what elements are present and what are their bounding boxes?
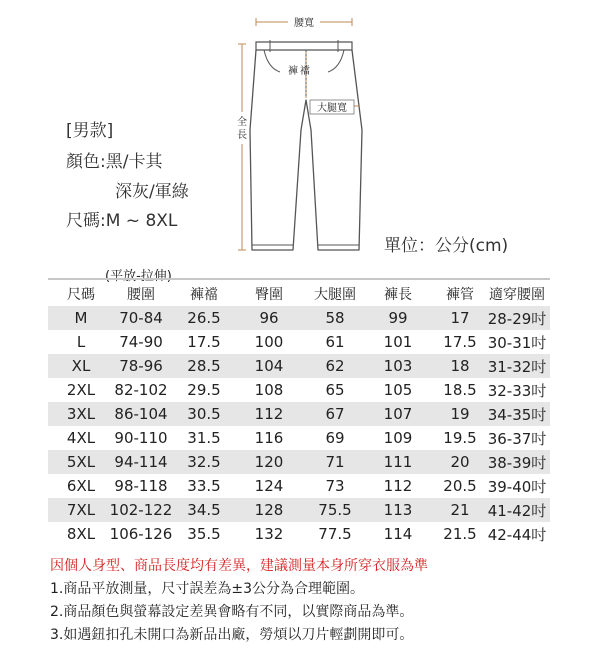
header-size: 尺碼 (67, 287, 95, 303)
cell-hip: 108 (254, 381, 284, 399)
cell-thigh: 73 (325, 477, 345, 495)
cell-hem: 20 (450, 453, 470, 471)
cell-crotch: 33.5 (187, 477, 221, 495)
cell-fit-waist: 39-40吋 (487, 477, 547, 496)
cell-length: 114 (383, 525, 413, 543)
cell-fit-waist: 30-31吋 (487, 333, 547, 352)
crotch-label-a: 褲 (288, 66, 298, 77)
cell-crotch: 31.5 (187, 429, 221, 447)
table-note: (平放-拉伸) (105, 269, 172, 284)
cell-hem: 18 (450, 357, 470, 375)
cell-fit-waist: 34-35吋 (487, 405, 547, 424)
pants-diagram (230, 10, 380, 255)
crotch-label-b: 襠 (300, 66, 310, 77)
cell-hip: 124 (254, 477, 284, 495)
cell-hem: 21.5 (443, 525, 477, 543)
cell-length: 99 (388, 309, 408, 327)
cell-fit-waist: 36-37吋 (487, 429, 547, 448)
cell-hip: 116 (254, 429, 284, 447)
size-table (48, 278, 550, 544)
header-fit-waist: 適穿腰圍 (489, 287, 545, 303)
cell-length: 113 (383, 501, 413, 519)
cell-hem: 19.5 (443, 429, 477, 447)
cell-length: 109 (383, 429, 413, 447)
header-hem: 褲管 (446, 287, 474, 303)
note-item: 1.商品平放測量，尺寸誤差為±3公分為合理範圍。 (50, 581, 364, 597)
cell-fit-waist: 38-39吋 (487, 453, 547, 472)
cell-hem: 19 (450, 405, 470, 423)
cell-size: 4XL (66, 429, 96, 447)
cell-fit-waist: 28-29吋 (487, 309, 547, 328)
cell-waist: 98-118 (114, 477, 168, 495)
cell-hem: 21 (450, 501, 470, 519)
cell-length: 103 (383, 357, 413, 375)
cell-fit-waist: 42-44吋 (487, 525, 547, 544)
table-row (48, 498, 550, 522)
table-row (48, 354, 550, 378)
thigh-label: 大腿寬 (317, 103, 347, 114)
cell-waist: 94-114 (114, 453, 168, 471)
cell-fit-waist: 31-32吋 (487, 357, 547, 376)
cell-thigh: 58 (325, 309, 345, 327)
cell-hip: 132 (254, 525, 284, 543)
note-item: 2.商品顏色與螢幕設定差異會略有不同，以實際商品為準。 (50, 604, 414, 620)
cell-size: M (74, 309, 88, 327)
cell-crotch: 35.5 (187, 525, 221, 543)
cell-crotch: 30.5 (187, 405, 221, 423)
cell-size: 5XL (66, 453, 96, 471)
right-pocket (328, 50, 344, 72)
cell-size: 3XL (66, 405, 96, 423)
cell-fit-waist: 32-33吋 (487, 381, 547, 400)
cell-size: 7XL (66, 501, 96, 519)
gender-label: [男款] (66, 121, 114, 141)
table-row (48, 306, 550, 330)
length-label-a: 全 (237, 117, 247, 128)
table-row (48, 330, 550, 354)
cell-hip: 128 (254, 501, 284, 519)
cell-thigh: 71 (325, 453, 345, 471)
cell-thigh: 77.5 (318, 525, 352, 543)
cell-size: XL (71, 357, 91, 375)
cell-thigh: 65 (325, 381, 345, 399)
header-waist: 腰圍 (127, 287, 155, 303)
table-row (48, 378, 550, 402)
cell-hem: 17 (450, 309, 470, 327)
cell-length: 112 (383, 477, 413, 495)
cell-crotch: 32.5 (187, 453, 221, 471)
cell-crotch: 34.5 (187, 501, 221, 519)
cell-crotch: 17.5 (187, 333, 221, 351)
cell-waist: 74-90 (119, 333, 163, 351)
table-row (48, 474, 550, 498)
left-pocket (264, 50, 280, 72)
cell-hem: 18.5 (443, 381, 477, 399)
header-crotch: 褲襠 (190, 287, 218, 303)
table-row (48, 522, 550, 546)
cell-hip: 120 (254, 453, 284, 471)
cell-size: 6XL (66, 477, 96, 495)
table-row (48, 402, 550, 426)
cell-size: 2XL (66, 381, 96, 399)
cell-crotch: 26.5 (187, 309, 221, 327)
cell-waist: 82-102 (114, 381, 168, 399)
unit-label: 單位：公分(cm) (384, 236, 509, 256)
length-label-b: 長 (237, 130, 247, 141)
cell-waist: 70-84 (119, 309, 163, 327)
cell-waist: 102-122 (109, 501, 173, 519)
header-hip: 臀圍 (255, 287, 283, 303)
cell-hem: 17.5 (443, 333, 477, 351)
header-thigh: 大腿圍 (314, 287, 356, 303)
cell-thigh: 75.5 (318, 501, 352, 519)
cell-length: 101 (383, 333, 413, 351)
cell-length: 105 (383, 381, 413, 399)
header-length: 褲長 (384, 287, 412, 303)
cell-size: L (76, 333, 86, 351)
waist-label: 腰寬 (294, 18, 314, 29)
warning-note: 因個人身型、商品長度均有差異，建議測量本身所穿衣服為準 (50, 558, 428, 574)
table-header-row (48, 278, 550, 308)
cell-waist: 106-126 (109, 525, 173, 543)
cell-thigh: 61 (325, 333, 345, 351)
cell-thigh: 69 (325, 429, 345, 447)
cell-hip: 104 (254, 357, 284, 375)
color-label-continued: 深灰/軍綠 (115, 182, 189, 202)
cell-hip: 100 (254, 333, 284, 351)
cell-waist: 90-110 (114, 429, 168, 447)
cell-length: 111 (383, 453, 413, 471)
cell-fit-waist: 41-42吋 (487, 501, 547, 520)
cell-thigh: 67 (325, 405, 345, 423)
color-label: 顏色:黑/卡其 (66, 152, 163, 172)
cell-crotch: 28.5 (187, 357, 221, 375)
cell-waist: 86-104 (114, 405, 168, 423)
cell-length: 107 (383, 405, 413, 423)
cell-hip: 96 (259, 309, 279, 327)
size-range-label: 尺碼:M ~ 8XL (66, 211, 178, 231)
cell-thigh: 62 (325, 357, 345, 375)
cell-hem: 20.5 (443, 477, 477, 495)
cell-waist: 78-96 (119, 357, 163, 375)
table-row (48, 426, 550, 450)
cell-crotch: 29.5 (187, 381, 221, 399)
note-item: 3.如遇鈕扣孔未開口為新品出廠，勞煩以刀片輕劃開即可。 (50, 627, 414, 643)
cell-hip: 112 (254, 405, 284, 423)
cell-size: 8XL (66, 525, 96, 543)
table-row (48, 450, 550, 474)
